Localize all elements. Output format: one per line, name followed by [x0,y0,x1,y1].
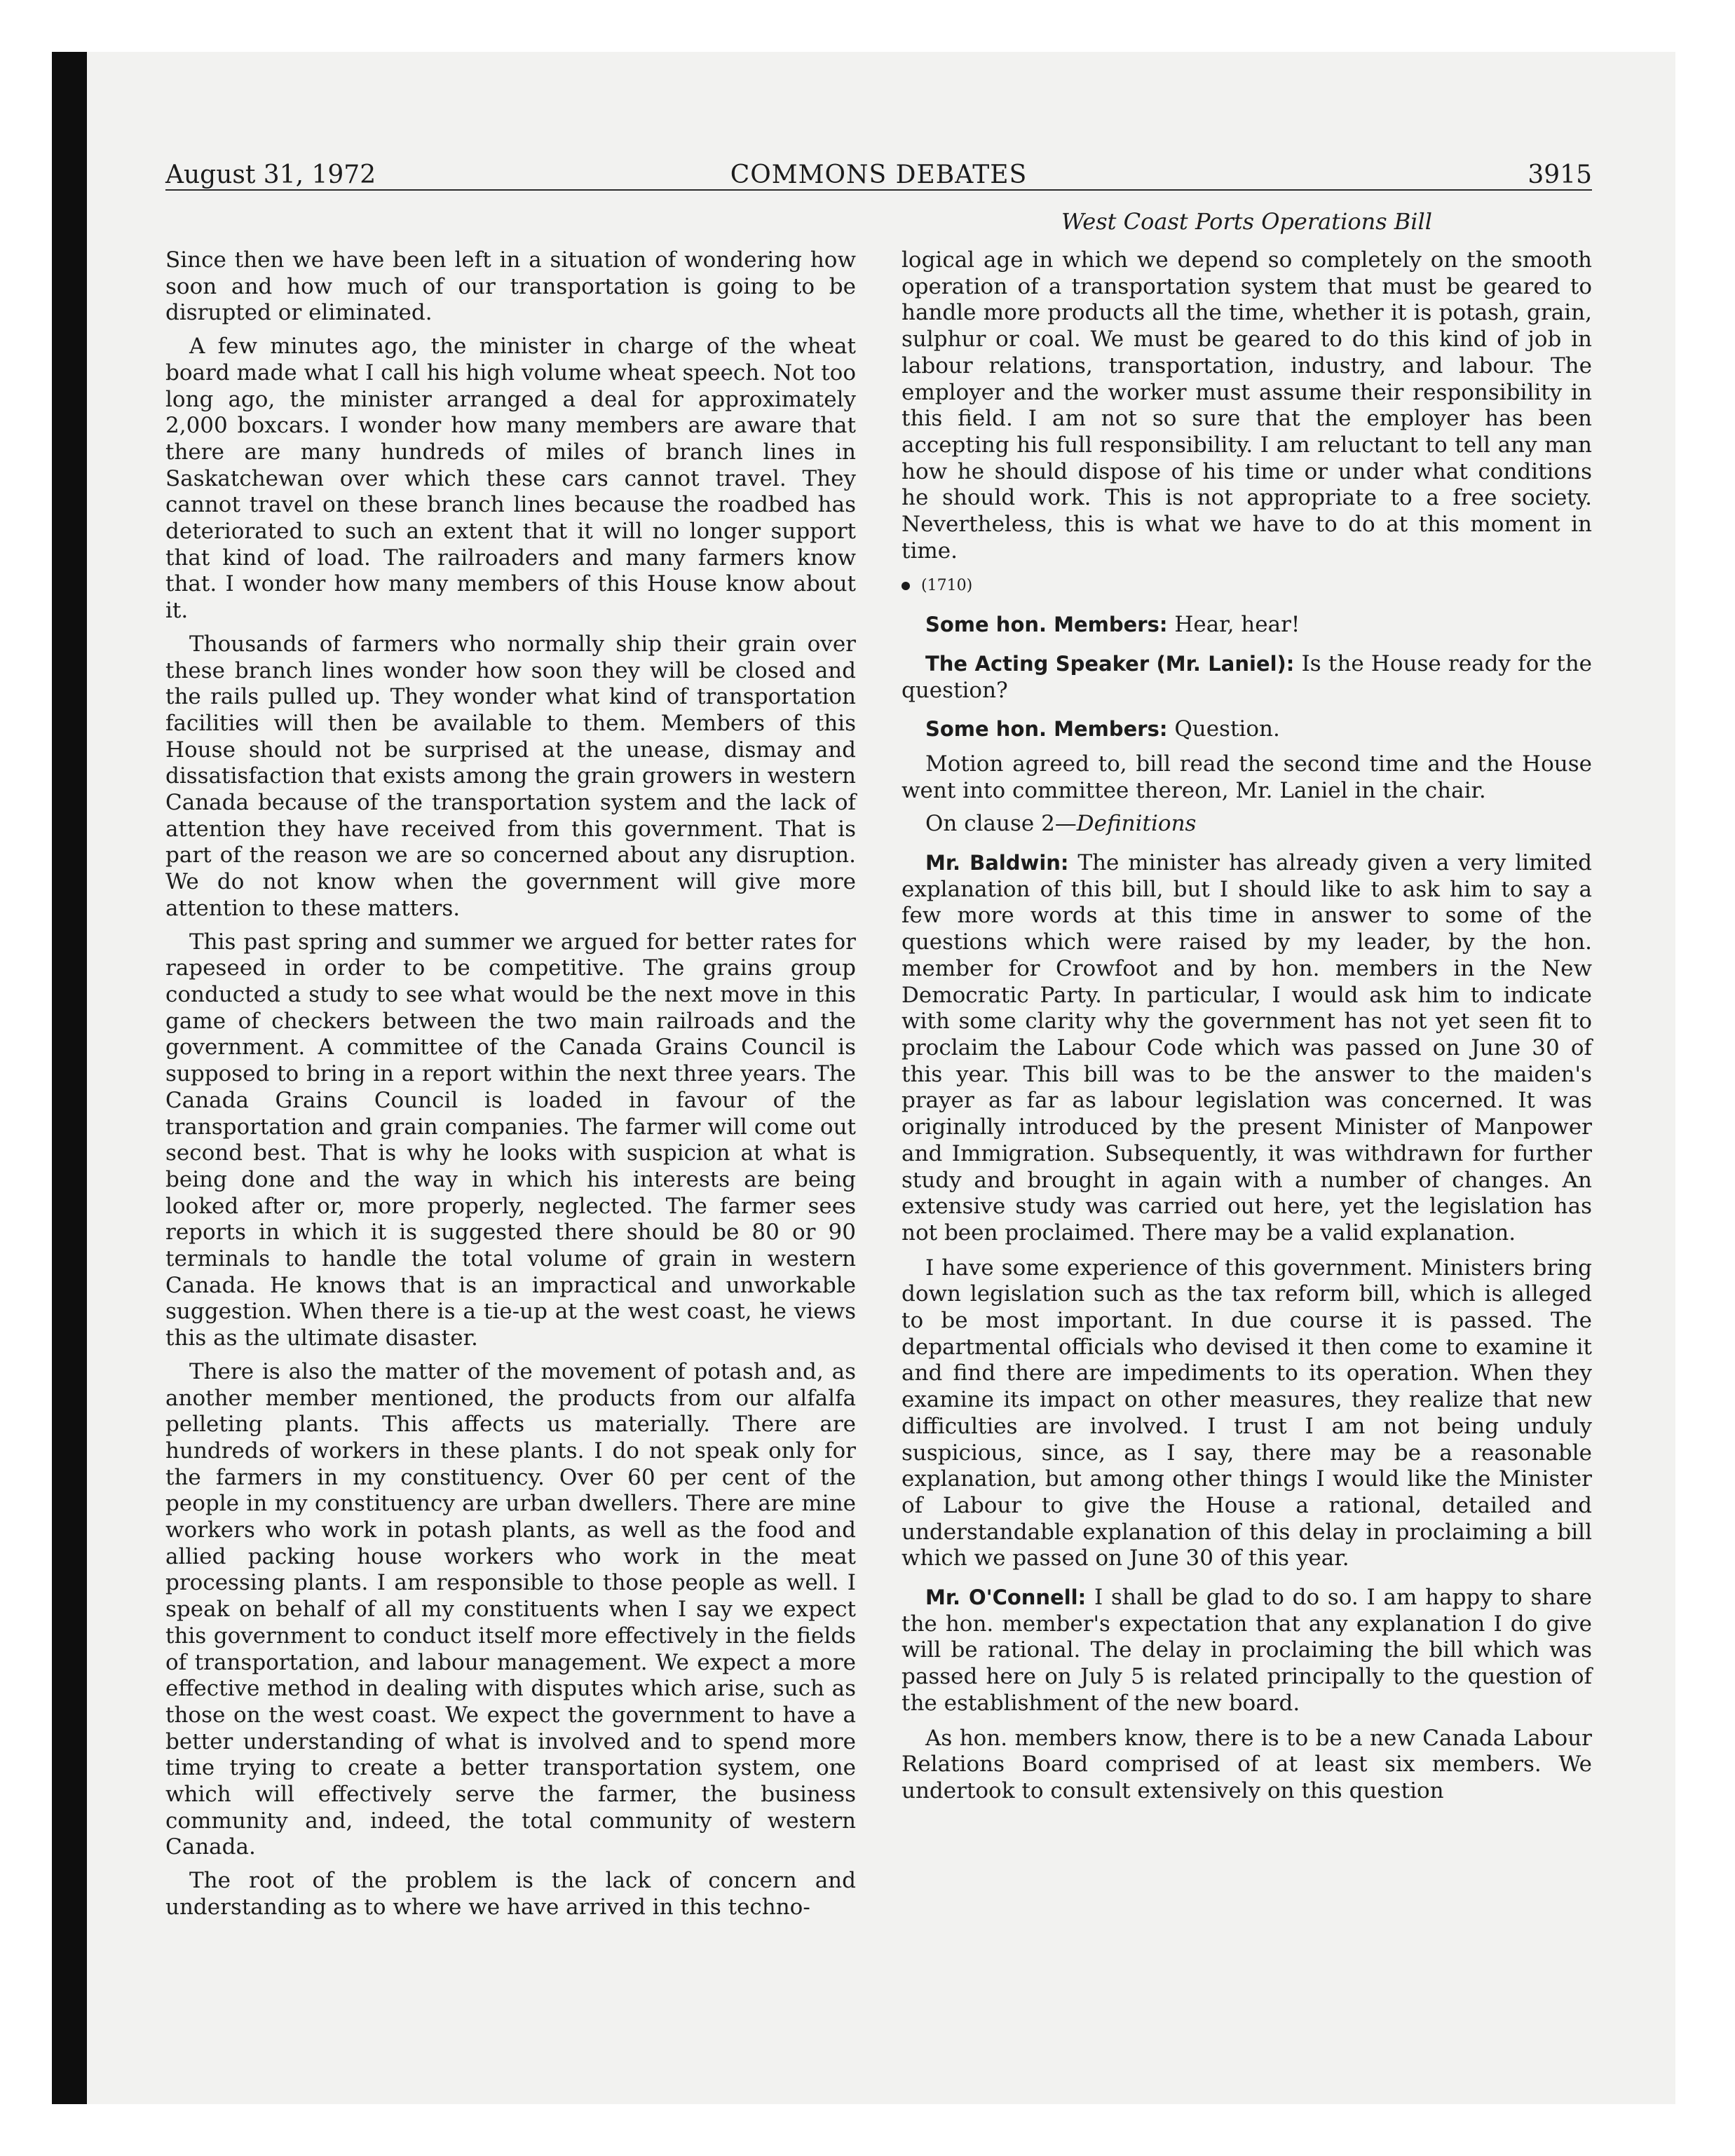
speech-text: Question. [1174,716,1280,742]
speech-text: The minister has already given a very limited explanation of this bill, but I should like to ask him to say a few more words at this time in answer to some of the questions which were raised by my leader, by the hon. member for Crowfoot and by hon. members in the New Democratic Party. In particular, I would ask him to indicate with some clarity why the government has not yet seen fit to proclaim the Labour Code which was passed on June 30 of this year. This bill was to be the answer to the maiden's prayer as far as labour legislation was concerned. It was originally introduced by the present Minister of Manpower and Immigration. Subsequently, it was withdrawn for further study and brought in again with a number of changes. An extensive study was carried out here, yet the legislation has not been proclaimed. There may be a valid explanation. [901,850,1592,1246]
page-header [165,158,1592,192]
paragraph: logical age in which we depend so completely on the smooth operation of a transportation system that must be geared to handle more products all the time, whether it is potash, grain, sulphur or coal. We must be geared to do this kind of job in labour relations, transportation, industry, and labour. The employer and the worker must assume their responsibility in this field. I am not so sure that the employer has been accepting his full responsibility. I am reluctant to tell any man how he should dispose of his time or under what conditions he should work. This is not appropriate to a free society. Nevertheless, this is what we have to do at this moment in time. [901,247,1592,564]
time-marker [901,573,1592,599]
speaker-name: Mr. O'Connell: [925,1585,1087,1610]
paragraph: This past spring and summer we argued for better rates for rapeseed in order to be competitive. The grains group conducted a study to see what would be the next move in this game of checkers between the two main railroads and the government. A committee of the Canada Grains Council is supposed to bring in a report within the next three years. The Canada Grains Council is loaded in favour of the transportation and grain companies. The farmer will come out second best. That is why he looks with suspicion at what is being done and the way in which his interests are being looked after or, more properly, neglected. The farmer sees reports in which it is suggested there should be 80 or 90 terminals to handle the total volume of grain in western Canada. He knows that is an impractical and unworkable suggestion. When there is a tie-up at the west coast, he views this as the ultimate disaster. [165,929,856,1351]
paragraph: The root of the problem is the lack of concern and understanding as to where we have arrived in this techno- [165,1868,856,1920]
speech [901,612,1592,639]
speaker-name: Some hon. Members: [925,717,1168,742]
header-date: August 31, 1972 [165,161,376,189]
paragraph: There is also the matter of the movement of potash and, as another member mentioned, the products from our alfalfa pelleting plants. This affects us materially. There are hundreds of workers in these plants. I do not speak only for the farmers in my constituency. Over 60 per cent of the people in my constituency are urban dwellers. There are mine workers who work in potash plants, as well as the food and allied packing house workers who work in the meat processing plants. I am responsible to those people as well. I speak on behalf of all my constituents when I say we expect this government to conduct itself more effectively in the fields of transportation, and labour management. We expect a more effective method in dealing with disputes which arise, such as those on the west coast. We expect the government to have a better understanding of what is involved and to spend more time trying to create a better transportation system, one which will effectively serve the farmer, the business community and, indeed, the total community of western Canada. [165,1358,856,1860]
speech [901,1585,1592,1717]
left-column [165,247,856,1928]
binding-edge [52,52,87,2104]
paragraph: As hon. members know, there is to be a new Canada Labour Relations Board comprised of at least six members. We undertook to consult extensively on this question [901,1725,1592,1803]
speech-text: I shall be glad to do so. I am happy to share the hon. member's expectation that any explanation I do give will be rational. The delay in proclaiming the bill which was passed here on July 5 is related principally to the question of the establishment of the new board. [901,1585,1592,1716]
speech-text: Is the House ready for the question? [901,650,1593,703]
paragraph: Since then we have been left in a situation of wondering how soon and how much of our transportation is going to be disrupted or eliminated. [165,247,856,326]
clause-line [901,811,1592,838]
speech [901,850,1592,1247]
clause-prefix: On clause 2— [925,811,1077,837]
speech-text: Hear, hear! [1174,612,1300,638]
speaker-name: Some hon. Members: [925,613,1168,637]
paragraph: Motion agreed to, bill read the second time and the House went into committee thereon, Mr. Laniel in the chair. [901,751,1592,803]
time-marker-text: (1710) [921,577,973,595]
paragraph: Thousands of farmers who normally ship their grain over these branch lines wonder how soon they will be closed and the rails pulled up. They wonder what kind of transportation facilities will then be available to them. Members of this House should not be surprised at the unease, dismay and dissatisfaction that exists among the grain growers in western Canada because of the transportation system and the lack of attention they have received from this government. That is part of the reason we are so concerned about any disruption. We do not know when the government will give more attention to these matters. [165,631,856,921]
header-rule [165,189,1592,191]
header-title: COMMONS DEBATES [730,161,1028,189]
page-number: 3915 [1528,161,1592,189]
paragraph: A few minutes ago, the minister in charge of the wheat board made what I call his high volume wheat speech. Not too long ago, the minister arranged a deal for approximately 2,000 boxcars. I wonder how many members are aware that there are many hundreds of miles of branch lines in Saskatchewan over which these cars cannot travel. They cannot travel on these branch lines because the roadbed has deteriorated to such an extent that it will no longer support that kind of load. The railroaders and many farmers know that. I wonder how many members of this House know about it. [165,334,856,624]
paragraph: I have some experience of this government. Ministers bring down legislation such as the tax reform bill, which is alleged to be most important. In due course it is passed. The departmental officials who devised it then come to examine it and find there are impediments to its operation. When they examine its impact on other measures, they realize that new difficulties are involved. I trust I am not being unduly suspicious, since, as I say, there may be a reasonable explanation, but among other things I would like the Minister of Labour to give the House a rational, detailed and understandable explanation of this delay in proclaiming a bill which we passed on June 30 of this year. [901,1255,1592,1571]
speech [901,716,1592,743]
speaker-name: Mr. Baldwin: [925,851,1069,875]
speech [901,651,1592,704]
bullet-icon [901,582,910,590]
right-column [901,247,1592,1812]
running-head: West Coast Ports Operations Bill [1061,208,1432,235]
speaker-name: The Acting Speaker (Mr. Laniel): [925,651,1295,676]
clause-title: Definitions [1076,811,1197,837]
